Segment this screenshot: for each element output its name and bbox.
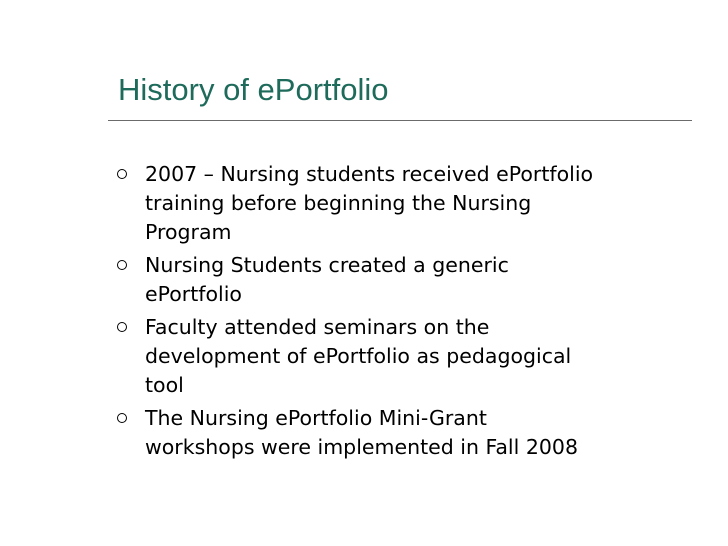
bullet-line: Program (145, 220, 232, 244)
hollow-circle-icon (117, 322, 127, 332)
title-divider (108, 120, 692, 121)
bullet-text (145, 251, 685, 309)
hollow-circle-icon (117, 413, 127, 423)
bullet-item (0, 404, 685, 462)
bullet-item (0, 313, 685, 400)
bullet-line: training before beginning the Nursing (145, 191, 532, 215)
bullet-line: development of ePortfolio as pedagogical (145, 344, 572, 368)
bullet-text (145, 160, 685, 247)
bullet-text (145, 404, 685, 462)
bullet-item (0, 251, 685, 309)
bullet-line: tool (145, 373, 184, 397)
hollow-circle-icon (117, 260, 127, 270)
bullet-item (0, 160, 685, 247)
bullet-text (145, 313, 685, 400)
bullet-line: workshops were implemented in Fall 2008 (145, 435, 579, 459)
bullet-line: Faculty attended seminars on the (145, 315, 490, 339)
bullet-line: Nursing Students created a generic (145, 253, 509, 277)
bullet-line: 2007 – Nursing students received ePortfolio (145, 162, 594, 186)
hollow-circle-icon (117, 169, 127, 179)
bullet-line: The Nursing ePortfolio Mini-Grant (145, 406, 487, 430)
bullet-line: ePortfolio (145, 282, 242, 306)
bullet-list (0, 160, 728, 466)
slide-title: History of ePortfolio (118, 72, 389, 107)
